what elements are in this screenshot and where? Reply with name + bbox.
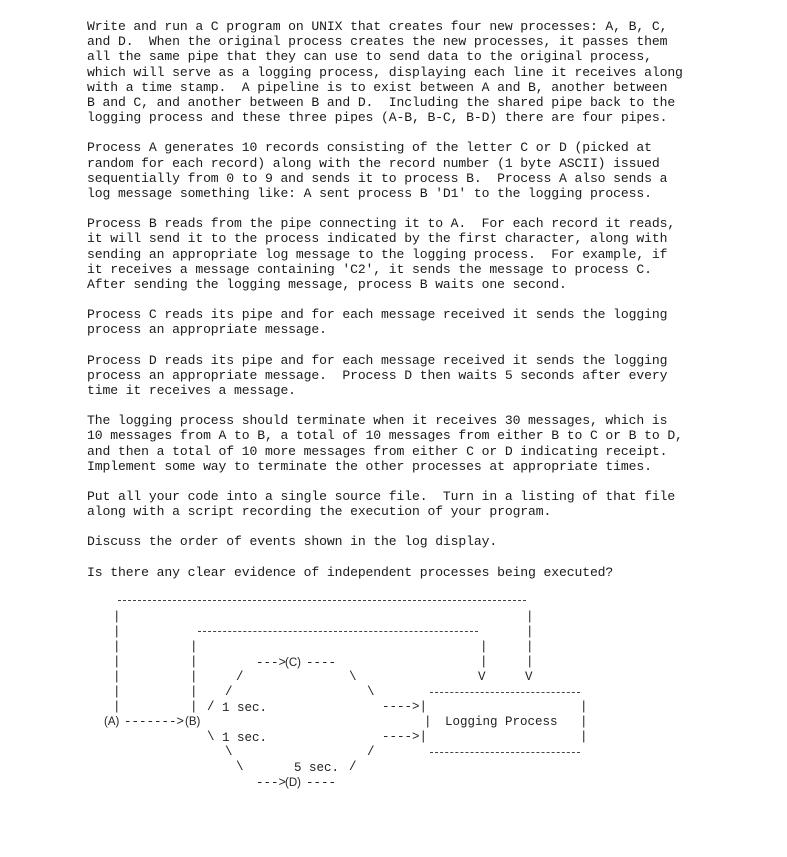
arrow-b-to-c: ---> bbox=[256, 656, 287, 670]
down-arrow-2: V bbox=[525, 670, 533, 684]
vertical-bar: | bbox=[113, 700, 121, 714]
text-line: Put all your code into a single source file. Turn in a listing of that file bbox=[87, 489, 676, 505]
node-c: (C) bbox=[285, 657, 301, 669]
text-line: B and C, and another between B and D. Including the shared pipe back to the bbox=[87, 95, 676, 111]
delay-b-to-d: 1 sec. bbox=[222, 731, 268, 745]
arrow-b-to-d: ---> bbox=[256, 776, 287, 790]
text-line: Process C reads its pipe and for each message received it sends the logging bbox=[87, 307, 668, 323]
logging-box-top bbox=[430, 692, 580, 693]
vertical-bar: | bbox=[113, 610, 121, 624]
text-line: Is there any clear evidence of independent processes being executed? bbox=[87, 564, 614, 580]
vertical-bar: | bbox=[113, 625, 121, 639]
text-line: all the same pipe that they can use to send data to the original process, bbox=[87, 49, 652, 65]
vertical-bar: | bbox=[190, 655, 198, 669]
node-b: (B) bbox=[185, 716, 201, 728]
backslash: \ bbox=[225, 745, 233, 759]
slash: / bbox=[207, 700, 215, 714]
text-line: it receives a message containing 'C2', it sends the message to process C. bbox=[87, 261, 652, 277]
text-line: Process B reads from the pipe connecting it to A. For each record it reads, bbox=[87, 216, 676, 232]
text-line: After sending the logging message, process B waits one second. bbox=[87, 277, 567, 293]
slash: / bbox=[349, 760, 357, 774]
vertical-bar: | bbox=[113, 655, 121, 669]
delay-b-to-c: 1 sec. bbox=[222, 701, 268, 715]
slash: / bbox=[367, 745, 375, 759]
tail-c: ---- bbox=[306, 656, 337, 670]
backslash: \ bbox=[349, 670, 357, 684]
vertical-bar: | bbox=[526, 625, 534, 639]
arrow-a-to-b: -------> bbox=[124, 715, 185, 729]
backslash: \ bbox=[236, 760, 244, 774]
vertical-bar: | bbox=[113, 670, 121, 684]
vertical-bar: | bbox=[480, 640, 488, 654]
slash: / bbox=[225, 685, 233, 699]
text-line: Discuss the order of events shown in the log display. bbox=[87, 534, 498, 550]
node-a: (A) bbox=[104, 716, 120, 728]
outer-top-line bbox=[118, 600, 526, 601]
vertical-bar: | bbox=[526, 640, 534, 654]
vertical-bar: | bbox=[480, 655, 488, 669]
vertical-bar: | bbox=[190, 670, 198, 684]
text-line: sending an appropriate log message to the logging process. For example, if bbox=[87, 246, 668, 262]
vertical-bar: | bbox=[190, 685, 198, 699]
text-line: sequentially from 0 to 9 and sends it to process B. Process A also sends a bbox=[87, 170, 668, 186]
vertical-bar: | bbox=[190, 700, 198, 714]
logging-box-bottom bbox=[430, 752, 580, 753]
down-arrow-1: V bbox=[478, 670, 486, 684]
text-line: and D. When the original process creates the new processes, it passes them bbox=[87, 34, 668, 50]
text-line: and then a total of 10 more messages from either C or D indicating receipt. bbox=[87, 443, 668, 459]
text-line: Process D reads its pipe and for each message received it sends the logging bbox=[87, 352, 668, 368]
slash: / bbox=[236, 670, 244, 684]
vertical-bar: | bbox=[580, 700, 588, 714]
vertical-bar: | bbox=[113, 685, 121, 699]
arrow-to-logging-2: ---->| bbox=[382, 730, 428, 744]
backslash: \ bbox=[207, 730, 215, 744]
vertical-bar: | bbox=[526, 610, 534, 624]
vertical-bar: | bbox=[113, 640, 121, 654]
vertical-bar: | bbox=[190, 640, 198, 654]
text-line: it will send it to the process indicated by the first character, along with bbox=[87, 231, 668, 247]
text-line: along with a script recording the execution of your program. bbox=[87, 504, 552, 520]
text-line: which will serve as a logging process, displaying each line it receives along bbox=[87, 64, 683, 80]
vertical-bar: | bbox=[580, 730, 588, 744]
delay-d: 5 sec. bbox=[294, 761, 340, 775]
text-line: process an appropriate message. bbox=[87, 322, 327, 338]
text-line: time it receives a message. bbox=[87, 383, 296, 399]
backslash: \ bbox=[367, 685, 375, 699]
text-line: logging process and these three pipes (A-B, B-C, B-D) there are four pipes. bbox=[87, 110, 668, 126]
text-line: log message something like: A sent process B 'D1' to the logging process. bbox=[87, 186, 652, 202]
node-d: (D) bbox=[285, 777, 301, 789]
text-line: 10 messages from A to B, a total of 10 messages from either B to C or B to D, bbox=[87, 428, 683, 444]
vertical-bar: | bbox=[526, 655, 534, 669]
logging-process-label: Logging Process bbox=[445, 715, 558, 729]
text-line: Process A generates 10 records consisting of the letter C or D (picked at bbox=[87, 140, 652, 156]
arrow-to-logging-1: ---->| bbox=[382, 700, 428, 714]
text-line: Implement some way to terminate the other processes at appropriate times. bbox=[87, 458, 652, 474]
text-line: with a time stamp. A pipeline is to exist between A and B, another between bbox=[87, 79, 668, 95]
inner-top-line bbox=[198, 631, 478, 632]
text-line: The logging process should terminate when it receives 30 messages, which is bbox=[87, 413, 668, 429]
tail-d: ---- bbox=[306, 776, 337, 790]
vertical-bar: | bbox=[424, 715, 432, 729]
text-line: process an appropriate message. Process D then waits 5 seconds after every bbox=[87, 367, 668, 383]
vertical-bar: | bbox=[580, 715, 588, 729]
text-line: random for each record) along with the record number (1 byte ASCII) issued bbox=[87, 155, 660, 171]
text-line: Write and run a C program on UNIX that creates four new processes: A, B, C, bbox=[87, 19, 668, 34]
